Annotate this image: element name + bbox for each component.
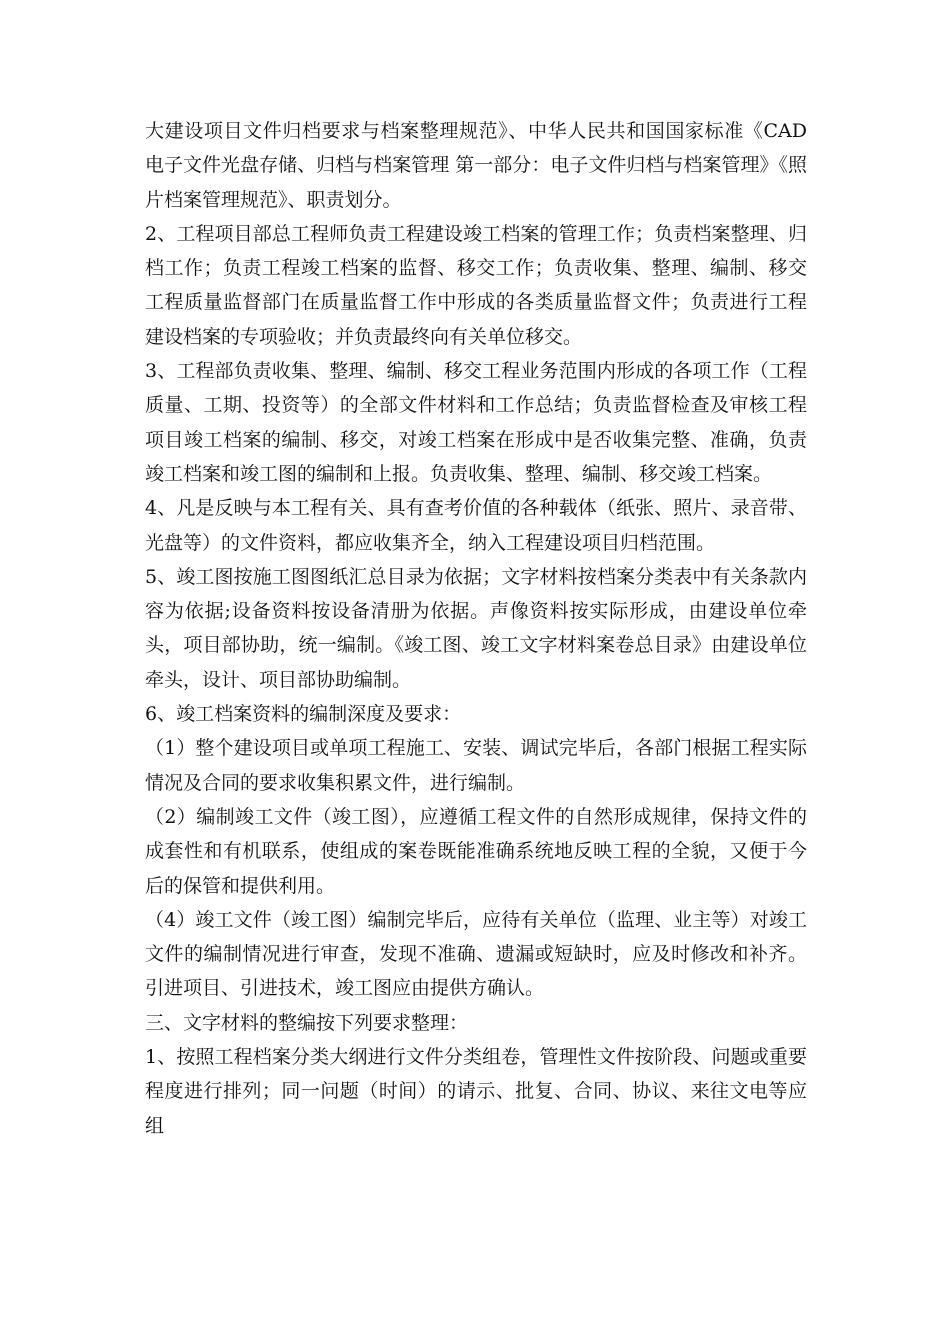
paragraph-item-5-as-built-drawings: 5、竣工图按施工图图纸汇总目录为依据；文字材料按档案分类表中有关条款内容为依据;设备资料按设备清册为依据。声像资料按实际形成，由建设单位牵头，项目部协助，统一编制。《竣工图、竣工文字材料案卷总目录》由建设单位牵头，设计、项目部协助编制。 — [145, 565, 807, 691]
paragraph-item-2-chief-engineer: 2、工程项目部总工程师负责工程建设竣工档案的管理工作；负责档案整理、归档工作；负责工程竣工档案的监督、移交工作；负责收集、整理、编制、移交工程质量监督部门在质量监督工作中形成的各类质量监督文件；负责进行工程建设档案的专项验收；并负责最终向有关单位移交。 — [145, 222, 807, 348]
document-page — [145, 114, 807, 1143]
paragraph-subitem-4: （4）竣工文件（竣工图）编制完毕后，应待有关单位（监理、业主等）对竣工文件的编制情况进行审查，发现不准确、遗漏或短缺时，应及时修改和补齐。引进项目、引进技术，竣工图应由提供方确认。 — [145, 908, 807, 1000]
paragraph-subitem-1: （1）整个建设项目或单项工程施工、安装、调试完毕后，各部门根据工程实际情况及合同的要求收集积累文件，进行编制。 — [145, 737, 807, 794]
section-heading-text-materials: 三、文字材料的整编按下列要求整理： — [145, 1011, 469, 1034]
paragraph-subitem-2: （2）编制竣工文件（竣工图），应遵循工程文件的自然形成规律，保持文件的成套性和有机联系，使组成的案卷既能准确系统地反映工程的全貌，又便于今后的保管和提供利用。 — [145, 805, 807, 897]
paragraph-item-6-heading: 6、竣工档案资料的编制深度及要求： — [145, 703, 462, 726]
paragraph-item-3-engineering-dept: 3、工程部负责收集、整理、编制、移交工程业务范围内形成的各项工作（工程质量、工期、投资等）的全部文件材料和工作总结；负责监督检查及审核工程项目竣工档案的编制、移交，对竣工档案在形成中是否收集完整、准确，负责竣工档案和竣工图的编制和上报。负责收集、整理、编制、移交竣工档案。 — [145, 360, 807, 485]
paragraph-standards-continuation: 大建设项目文件归档要求与档案整理规范》、中华人民共和国国家标准《CAD 电子文件光盘存储、归档与档案管理 第一部分：电子文件归档与档案管理》《照片档案管理规范》、职责划分。 — [145, 120, 807, 211]
paragraph-text-item-1: 1、按照工程档案分类大纲进行文件分类组卷，管理性文件按阶段、问题或重要程度进行排列；同一问题（时间）的请示、批复、合同、协议、来往文电等应组 — [145, 1046, 807, 1137]
paragraph-item-4-carriers: 4、凡是反映与本工程有关、具有查考价值的各种载体（纸张、照片、录音带、光盘等）的文件资料，都应收集齐全，纳入工程建设项目归档范围。 — [145, 497, 807, 554]
